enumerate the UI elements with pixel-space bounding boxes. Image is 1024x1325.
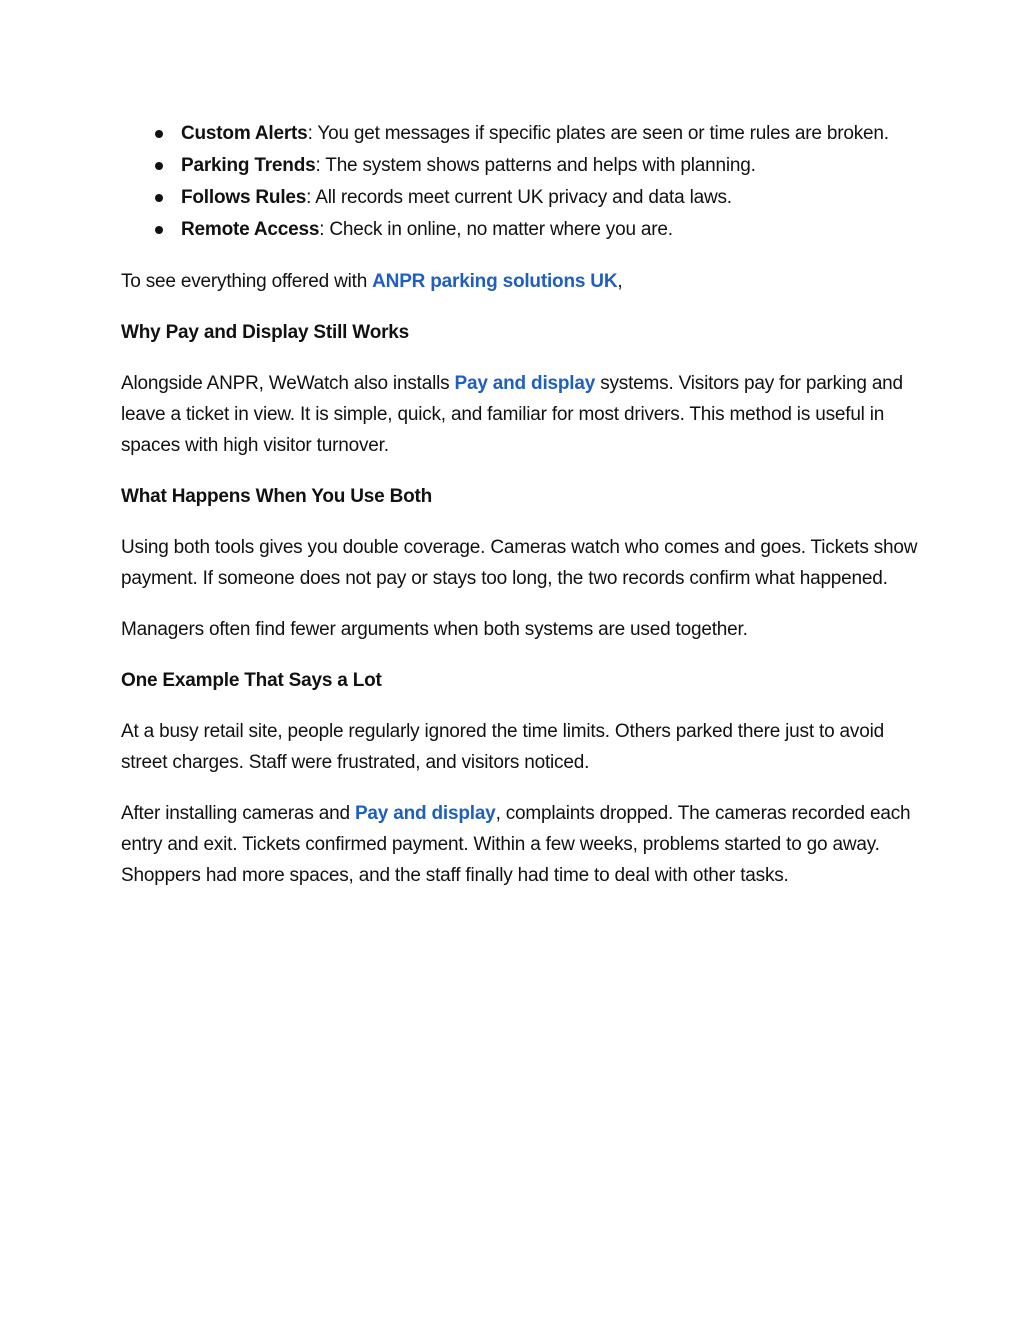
bullet-term: Remote Access: [181, 219, 320, 240]
list-item: [121, 118, 921, 150]
bullet-text: : Check in online, no matter where you are.: [319, 219, 673, 240]
section-heading-use-both: What Happens When You Use Both: [121, 486, 433, 507]
bullet-text: : You get messages if specific plates are seen or time rules are broken.: [307, 123, 889, 144]
bullet-text: : The system shows patterns and helps with planning.: [315, 155, 756, 176]
list-item: [121, 214, 921, 246]
paragraph-text: , complaints dropped. The cameras recorded each entry and exit. Tickets confirmed payment. Within a few weeks, problems started to go away. Shoppers had more spaces, and the staff finally had time to deal with other tasks.: [121, 803, 911, 886]
section-heading-pay-and-display: Why Pay and Display Still Works: [121, 322, 410, 343]
paragraph-text: systems. Visitors pay for parking and leave a ticket in view. It is simple, quick, and familiar for most drivers. This method is useful in spaces with high visitor turnover.: [121, 373, 903, 456]
section-heading-example: One Example That Says a Lot: [121, 670, 382, 691]
see-all-text: To see everything offered with: [121, 271, 373, 292]
paragraph-text: Alongside ANPR, WeWatch also installs: [121, 373, 455, 394]
anpr-solutions-link[interactable]: ANPR parking solutions UK: [372, 271, 618, 292]
bullet-term: Parking Trends: [181, 155, 316, 176]
managers-paragraph: Managers often find fewer arguments when both systems are used together.: [121, 619, 748, 640]
feature-list: [121, 118, 921, 246]
bullet-term: Follows Rules: [181, 187, 307, 208]
bullet-term: Custom Alerts: [181, 123, 308, 144]
document-page: [121, 118, 921, 891]
pay-and-display-link[interactable]: Pay and display: [454, 373, 596, 394]
bullet-icon: [155, 162, 163, 170]
pay-and-display-paragraph: [121, 368, 921, 461]
bullet-icon: [155, 194, 163, 202]
use-both-paragraph: Using both tools gives you double coverage. Cameras watch who comes and goes. Tickets show payment. If someone does not pay or stays too long, the two records confirm what happened.: [121, 537, 918, 589]
list-item: [121, 182, 921, 214]
see-all-trailing: ,: [617, 271, 623, 292]
list-item: [121, 150, 921, 182]
bullet-text: : All records meet current UK privacy and data laws.: [306, 187, 732, 208]
bullet-icon: [155, 130, 163, 138]
pay-and-display-link[interactable]: Pay and display: [354, 803, 496, 824]
see-all-paragraph: [121, 266, 921, 297]
paragraph-text: After installing cameras and: [121, 803, 355, 824]
bullet-icon: [155, 226, 163, 234]
retail-site-paragraph: At a busy retail site, people regularly ignored the time limits. Others parked there just to avoid street charges. Staff were frustrated, and visitors noticed.: [121, 721, 884, 773]
after-installing-paragraph: [121, 798, 921, 891]
